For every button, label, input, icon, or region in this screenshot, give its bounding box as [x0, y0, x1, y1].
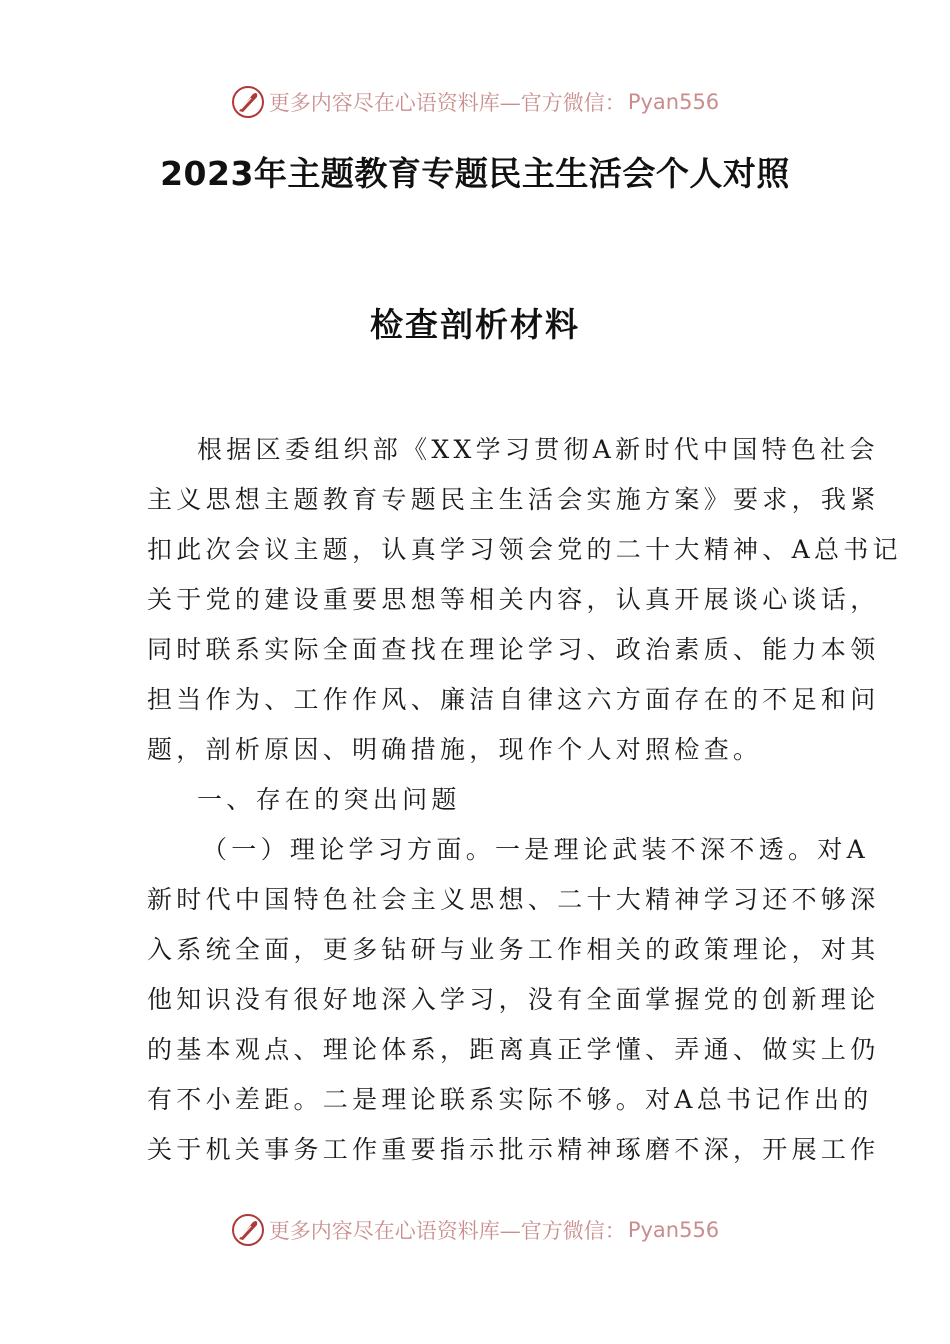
section-heading: 一、存在的突出问题 — [197, 785, 461, 814]
watermark-footer — [0, 1210, 950, 1250]
body-line: 关于机关事务工作重要指示批示精神琢磨不深，开展工作 — [147, 1135, 880, 1164]
body-line: 新时代中国特色社会主义思想、二十大精神学习还不够深 — [147, 885, 880, 914]
watermark-text: 更多内容尽在心语资料库—官方微信： — [268, 91, 626, 115]
watermark-text: 更多内容尽在心语资料库—官方微信： — [268, 1219, 626, 1243]
body-line: 担当作为、工作作风、廉洁自律这六方面存在的不足和问 — [147, 685, 880, 714]
document-body — [147, 425, 902, 1175]
watermark-header — [0, 82, 950, 122]
body-line: 同时联系实际全面查找在理论学习、政治素质、能力本领 — [147, 635, 880, 664]
quill-pen-logo-icon — [231, 85, 265, 119]
body-line: 入系统全面，更多钻研与业务工作相关的政策理论，对其 — [147, 935, 880, 964]
body-line: 关于党的建设重要思想等相关内容，认真开展谈心谈话， — [147, 585, 880, 614]
quill-pen-logo-icon — [231, 1213, 265, 1247]
body-line: 有不小差距。二是理论联系实际不够。对A总书记作出的 — [147, 1085, 873, 1114]
body-line: 他知识没有很好地深入学习，没有全面掌握党的创新理论 — [147, 985, 880, 1014]
document-title-line-2: 检查剖析材料 — [370, 305, 580, 344]
body-line: 扣此次会议主题，认真学习领会党的二十大精神、A总书记 — [147, 535, 902, 564]
document-title-line-1: 2023年主题教育专题民主生活会个人对照 — [160, 154, 790, 193]
body-line: 题，剖析原因、明确措施，现作个人对照检查。 — [147, 735, 763, 764]
watermark-wechat-id: Pyan556 — [627, 1218, 720, 1242]
body-line: 主义思想主题教育专题民主生活会实施方案》要求，我紧 — [147, 485, 880, 514]
body-line: （一）理论学习方面。一是理论武装不深不透。对A — [202, 835, 869, 864]
watermark-wechat-id: Pyan556 — [627, 90, 720, 114]
body-line: 根据区委组织部《XX学习贯彻A新时代中国特色社会 — [197, 435, 879, 464]
body-line: 的基本观点、理论体系，距离真正学懂、弄通、做实上仍 — [147, 1035, 880, 1064]
